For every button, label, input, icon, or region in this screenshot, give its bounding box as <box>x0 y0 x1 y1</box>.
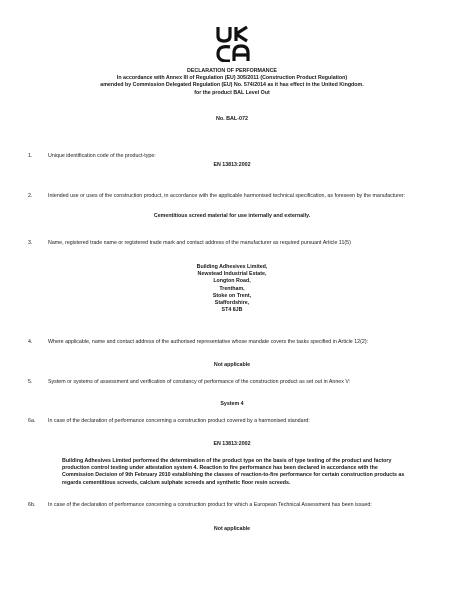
item-text: Where applicable, name and contact address of the authorised representative whose mandate covers the tasks specified in Article 12(2): <box>48 339 369 345</box>
item-number: 3. <box>28 240 33 246</box>
item-3 <box>28 240 432 247</box>
header-line-2: amended by Commission Delegated Regulation (EU) No. 574/2014 as it has effect in the United Kingdom. <box>100 82 364 89</box>
item-text: In case of the declaration of performance concerning a construction product covered by a harmonised standard: <box>48 418 310 424</box>
item-6b <box>28 502 432 509</box>
item-6a <box>28 418 432 425</box>
item-2-answer: Cementitious screed material for use internally and externally. <box>153 213 311 219</box>
item-5-answer: System 4 <box>220 401 244 407</box>
item-number: 2. <box>28 193 33 199</box>
item-6b-answer: Not applicable <box>213 526 251 532</box>
item-text: Unique identification code of the product-type: <box>48 153 156 159</box>
item-5 <box>28 379 432 386</box>
address-line: Stoke on Trent, <box>212 292 252 299</box>
item-1 <box>28 153 432 160</box>
document-number: No. BAL-072 <box>215 116 249 122</box>
item-2 <box>28 193 432 200</box>
item-4-answer: Not applicable <box>213 362 251 368</box>
item-text: Intended use or uses of the construction product, in accordance with the applicable harmonised technical specification, as foreseen by the manufacturer: <box>48 193 406 199</box>
address-line: Newstead Industrial Estate, <box>197 271 267 278</box>
address-line: Longton Road, <box>213 278 251 285</box>
item-number: 6b. <box>28 502 36 508</box>
document-title: DECLARATION OF PERFORMANCE <box>187 68 277 74</box>
item-6a-answer: EN 13813:2002 <box>213 441 251 447</box>
item-text: System or systems of assessment and verification of constancy of performance of the construction product as set out in Annex V: <box>48 379 351 385</box>
header-line-3: for the product BAL Level Out <box>194 89 270 96</box>
ukca-mark-logo <box>216 26 250 62</box>
address-line: ST4 8JB <box>221 307 243 314</box>
item-text: In case of the declaration of performance concerning a construction product for which a European Technical Assessment has been issued: <box>48 502 372 508</box>
address-line: Building Adhesives Limited, <box>196 264 268 270</box>
manufacturer-address <box>60 264 404 314</box>
item-number: 5. <box>28 379 33 385</box>
item-1-answer: EN 13813:2002 <box>213 162 251 168</box>
document-header <box>40 68 424 97</box>
item-number: 6a. <box>28 418 36 424</box>
address-line: Trentham, <box>219 285 245 292</box>
item-6a-detail: Building Adhesives Limited performed the determination of the product type on the basis of type testing of the product and factory production control testing under attestation system 4. Reaction to fire performance has been declared in accordance with the Commission Decision of 9th February 2010 establishing the classes of reaction-to-fire performance for certain construction products as regards cementitious screeds, calcium sulphate screeds and synthetic floor resin screeds. <box>62 458 405 486</box>
item-4 <box>28 339 432 346</box>
item-number: 4. <box>28 339 33 345</box>
address-line: Staffordshire, <box>214 300 250 307</box>
header-line-1: In accordance with Annex III of Regulation (EU) 305/2011 (Construction Product Regulation) <box>116 75 348 82</box>
item-number: 1. <box>28 153 33 159</box>
item-text: Name, registered trade name or registered trade mark and contact address of the manufacturer as required pursuant Article 11(5) <box>48 240 351 246</box>
